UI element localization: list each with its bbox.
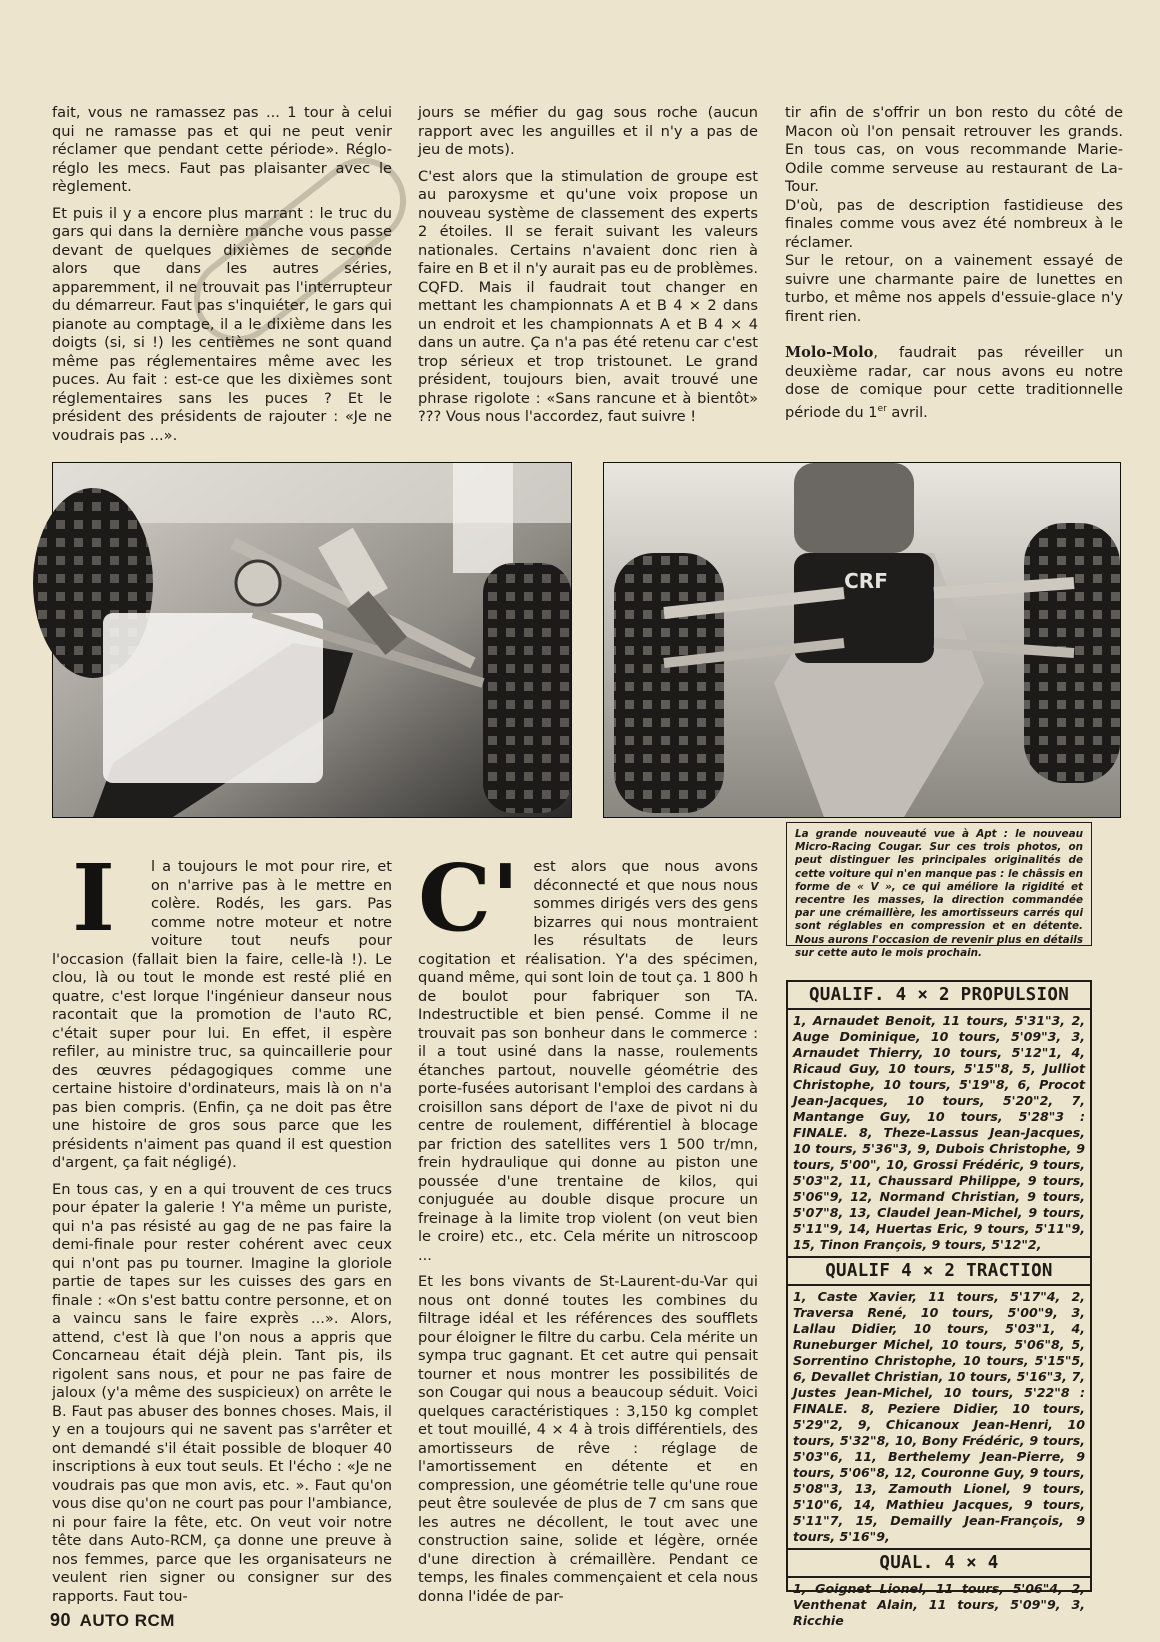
dropcap-i: I [72, 844, 116, 952]
signature-sup: er [877, 403, 887, 414]
dropcap-c: C' [418, 844, 520, 952]
top-col1-p2: Et puis il y a encore plus marrant : le truc du gars qui dans la dernière manche vous passe devant de quelques dixièmes de seconde alors que dans les autres séries, apparemment, il ne trouvait pas l'interrupteur du démarreur. Faut pas s'inquiéter, le gars qui pianote au comptage, il a le dixième dans les doigts (si, si !) les centièmes ne sont quand même pas réglementaires même avec les puces. Au fait : est-ce que les dixièmes sont réglementaires sans les puces ? Et le président des présidents de rajouter : «Je ne voudrais pas ...». [52, 204, 392, 444]
signature-text: , faudrait pas réveiller un deuxième radar, car nous avons eu notre dose de comique pour cette traditionnelle période du 1 [785, 344, 1123, 421]
photo-right-drawing [604, 463, 1120, 817]
top-column-1 [52, 104, 392, 454]
bottom-col1-p2: En tous cas, y en a qui trouvent de ces trucs pour épater la galerie ! Y'a même un puriste, qui n'a pas résisté au gag de ne pas faire la demi-finale pour rester cohérent avec ceux qui n'ont pas pu tourner. Imagine la gloriole partie de tapes sur les cuisses des gars en finale : «On s'est battu contre personne, et on a vaincu sans le faire exprès ...». Alors, attend, c'est là que l'on nous a appris que Concarneau était déjà plein. Tant pis, ils rigolent sans nous, et pour ne pas faire de jaloux (y'a même des suspicieux) on arrête le B. Faut pas abuser des bonnes choses. Mais, il y en a toujours qui ne savent pas s'arrêter et ont demandé s'il était possible de bloquer 40 inscriptions à eux tout seuls. Et l'écho : «Je ne voudrais pas que mon avis, etc. ». Faut qu'on vous dise qu'on ne court pas pour l'ambiance, ni pour faire la fête, etc. On veut voir notre tête dans Auto-RCM, ça donne une preuve à nos femmes, parce que les organisateurs ne veulent rien signer ou consigner sur des rapports. Faut tou- [52, 1180, 392, 1605]
bottom-col1-lead [52, 844, 392, 1173]
top-col1-p1: fait, vous ne ramassez pas ... 1 tour à celui qui ne ramasse pas et qui ne peut venir réclamer que pendant cette période». Réglo-réglo les mecs. Faut pas plaisanter avec le règlement. [52, 104, 392, 195]
photo-left-drawing [53, 463, 571, 817]
signature-name: Molo-Molo [785, 344, 874, 361]
signature-paragraph [785, 344, 1123, 422]
photo-chassis-left [52, 462, 572, 818]
page-number: 90 [50, 1610, 72, 1630]
magazine-name: AUTO RCM [79, 1611, 175, 1630]
results-propulsion: 1, Arnaudet Benoit, 11 tours, 5'31"3, 2, Auge Dominique, 10 tours, 5'09"3, 3, Arnaudet Thierry, 10 tours, 5'12"1, 4, Ricaud Guy, 10 tours, 5'15"8, 5, Julliot Christophe, 10 tours, 5'19"8, 6, Procot Jean-Jacques, 10 tours, 5'20"2, 7, Mantange Guy, 10 tours, 5'28"3 : FINALE. 8, Theze-Lassus Jean-Jacques, 10 tours, 5'36"3, 9, Dubois Christophe, 9 tours, 5'00", 10, Grossi Frédéric, 9 tours, 5'03"2, 11, Chaussard Philippe, 9 tours, 5'06"9, 12, Normand Christian, 9 tours, 5'07"8, 13, Claudel Jean-Michel, 9 tours, 5'11"9, 14, Huertas Eric, 9 tours, 5'11"9, 15, Tinon François, 9 tours, 5'12"2, [793, 1013, 1085, 1252]
top-col3-p3: Sur le retour, on a vainement essayé de suivre une charmante paire de lunettes en turbo, et même nos appels d'essuie-glace n'y firent rien. [785, 252, 1123, 325]
signature-end: avril. [886, 403, 928, 421]
results-4x4: 1, Goignet Lionel, 11 tours, 5'06"4, 2, Venthenat Alain, 11 tours, 5'09"9, 3, Ricchie [793, 1581, 1085, 1628]
top-col3-p2: D'où, pas de description fastidieuse des finales comme vous avez été nombreux à le réclamer. [785, 196, 1123, 251]
top-col2-p1: jours se méfier du gag sous roche (aucun rapport avec les anguilles et il n'y a pas de jeu de mots). [418, 104, 758, 158]
top-col3-p1: tir afin de s'offrir un bon resto du côté de Macon où l'on pensait retrouver les grands. En tous cas, on vous recommande Marie-Odile comme serveuse au restaurant de La-Tour. [785, 104, 1123, 195]
photo-caption: La grande nouveauté vue à Apt : le nouveau Micro-Racing Cougar. Sur ces trois photos, on peut distinguer les principales originalités de cette voiture qui n'en manque pas : le châssis en forme de « V », ce qui améliore la rigidité et recentre les masses, la direction commandée par une crémaillère, les amortisseurs carrés qui sont réglables en compression et en détente. Nous aurons l'occasion de revenir plus en détails sur cette auto le mois prochain. [786, 822, 1092, 946]
bottom-col2-lead-text: est alors que nous avons déconnecté et que nous nous sommes dirigés vers des gens bizarres qui nous montraient les résultats de leurs cogitation et réalisation. Y'a des spécimen, quand même, qui sont loin de tout ça. 1 800 h de boulot pour fabriquer son TA. Indestructible et bien pensé. Comme il ne trouvait pas son bonheur dans le commerce : il a tout usiné dans la nasse, roulements étanches partout, nouvelle géométrie des porte-fusées autorisant l'emploi des cardans à croisillon sans déport de l'axe de pivot ni du centre de roulement, différentiel à blocage par friction des satellites vers 1 500 tr/mn, frein hydraulique qui donne au piston une poussée d'une trentaine de kilos, qui conjuguée au double disque procure un freinage à la limite trop violent (on veut bien le croire) etc., etc. Cela mérite un nitroscoop ... [418, 858, 758, 1264]
bottom-column-1 [52, 844, 392, 1605]
results-heading-traction: QUALIF 4 × 2 TRACTION [788, 1256, 1090, 1286]
results-heading-4x4: QUAL. 4 × 4 [788, 1548, 1090, 1578]
photo-chassis-right [603, 462, 1121, 818]
results-box [786, 980, 1092, 1628]
results-heading-propulsion: QUALIF. 4 × 2 PROPULSION [788, 982, 1090, 1010]
photo-right-badge: CRF [844, 569, 888, 593]
bottom-col2-lead [418, 844, 758, 1265]
results-traction: 1, Caste Xavier, 11 tours, 5'17"4, 2, Traversa René, 10 tours, 5'00"9, 3, Lallau Didier, 10 tours, 5'03"1, 4, Runeburger Michel, 10 tours, 5'06"8, 5, Sorrentino Christophe, 10 tours, 5'15"5, 6, Devallet Christian, 10 tours, 5'16"3, 7, Justes Jean-Michel, 10 tours, 5'22"8 : FINALE. 8, Peziere Didier, 10 tours, 5'29"2, 9, Chicanoux Jean-Henri, 10 tours, 5'32"8, 10, Bony Frédéric, 9 tours, 5'03"6, 11, Berthelemy Jean-Pierre, 9 tours, 5'06"8, 12, Couronne Guy, 9 tours, 5'08"3, 13, Zamouth Lionel, 9 tours, 5'10"6, 14, Mathieu Jacques, 9 tours, 5'11"7, 15, Demailly Jean-François, 9 tours, 5'16"9, [793, 1289, 1085, 1544]
bottom-col1-lead-text: l a toujours le mot pour rire, et on n'arrive pas à le mettre en colère. Rodés, les gars. Pas comme notre moteur et notre voiture tout neufs pour l'occasion (fallait bien la faire, celle-là !). Le clou, là ou tout le monde est resté plié en quatre, c'est lorque l'ingénieur danseur nous racontait que la promotion de l'auto RC, c'était super pour lui. En effet, il espère refiler, au ministre truc, sa quincaillerie pour des œuvres pédagogiques comme une certaine histoire d'ordinateurs, mais là on n'a pas bien compris. (Enfin, ça ne doit pas être une histoire de gros sous parce que les présidents n'aiment pas quand il est question d'argent, ça fait négligé). [52, 858, 392, 1171]
bottom-column-2 [418, 844, 758, 1605]
page-footer [50, 1610, 175, 1631]
top-col2-p2: C'est alors que la stimulation de groupe est au paroxysme et qu'une voix propose un nouveau système de classement des experts 2 étoiles. Il se ferait suivant les valeurs nationales. Certains n'avaient donc rien à faire en B et il n'y aurait pas eu de problèmes. CQFD. Mais il faudrait tout changer en mettant les championnats A et B 4 × 2 dans un endroit et les championnats A et B 4 × 4 dans un autre. Ça n'a pas été retenu car c'est trop sérieux et trop tristounet. Le grand président, toujours bien, avait trouvé une phrase rigolote : «Sans rancune et à bientôt» ??? Vous nous l'accordez, faut suivre ! [418, 167, 758, 425]
bottom-col2-p2: Et les bons vivants de St-Laurent-du-Var qui nous ont donné toutes les combines du filtrage idéal et les références des soufflets pour éloigner le filtre du carbu. Cela mérite un sympa truc gagnant. Et cet autre qui pensait tourner et nous montrer les possibilités de son Cougar qui nous a beaucoup séduit. Voici quelques caractéristiques : 3,150 kg complet et tout mouillé, 4 × 4 à trois différentiels, des amortisseurs de rêve : réglage de l'amortissement en détente et en compression, une géométrie telle qu'une roue peut être soulevée de plus de 7 cm sans que les autres ne décollent, le tout avec une construction saine, solide et légère, ornée d'une direction à crémaillère. Pendant ce temps, les finales commençaient et cela nous donna l'idée de par- [418, 1273, 758, 1605]
top-column-2 [418, 104, 758, 454]
top-column-3 [785, 104, 1123, 454]
